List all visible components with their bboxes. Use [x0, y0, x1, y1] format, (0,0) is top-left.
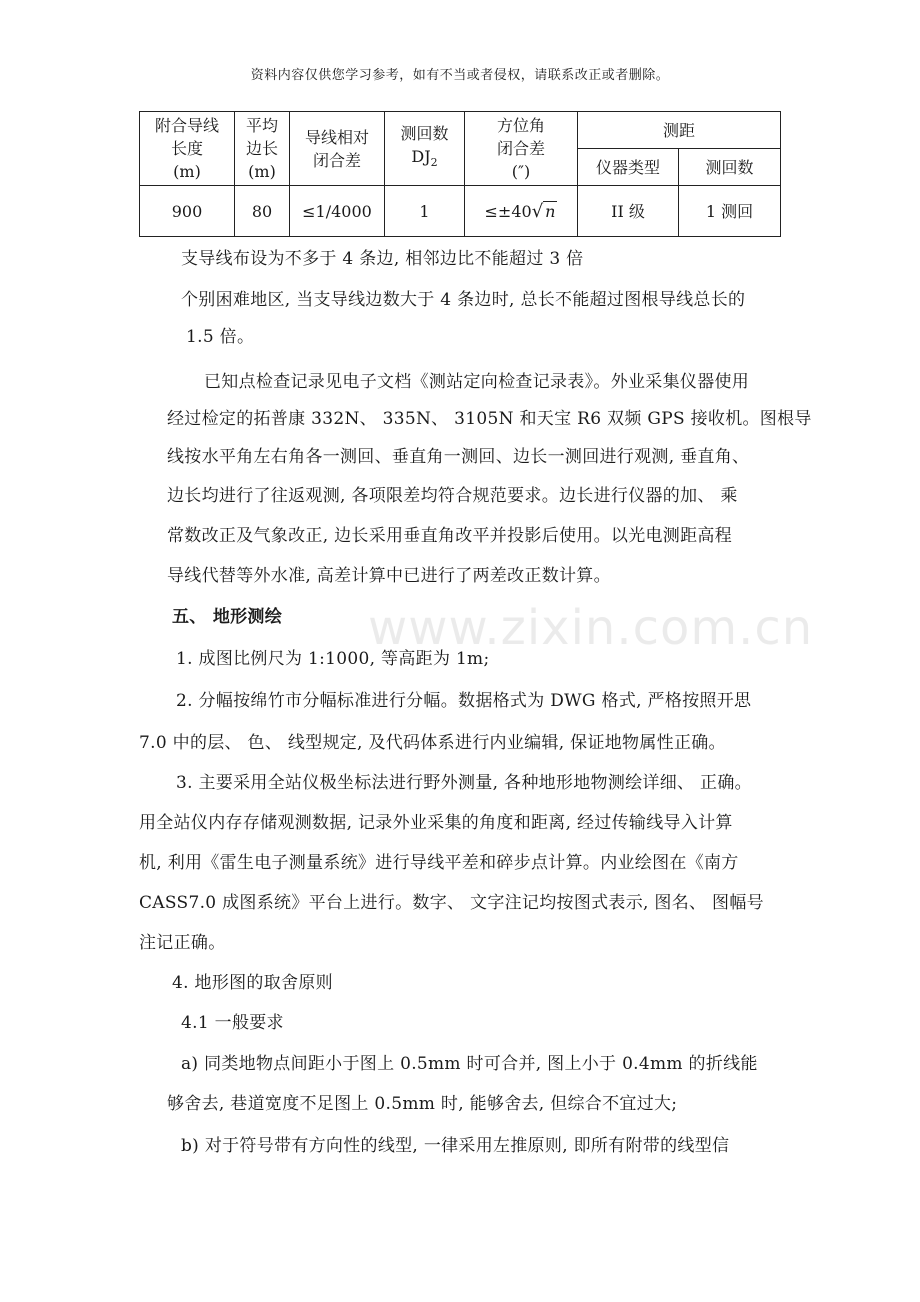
header-rounds-dj2: 测回数 $DJ_2$: [385, 112, 465, 186]
cell-instrument-type: II 级: [578, 186, 679, 237]
text-line: 7.0 中的层、 色、 线型规定, 及代码体系进行内业编辑, 保证地物属性正确。: [139, 733, 726, 753]
text-line: 够舍去, 巷道宽度不足图上 0.5mm 时, 能够舍去, 但综合不宜过大;: [167, 1094, 678, 1114]
watermark: www.zixin.com.cn: [368, 600, 814, 656]
text-line: 用全站仪内存存储观测数据, 记录外业采集的角度和距离, 经过传输线导入计算: [139, 813, 733, 833]
text-line: 支导线布设为不多于 4 条边, 相邻边比不能超过 3 倍: [181, 249, 584, 269]
cell-average-side: 80: [235, 186, 290, 237]
text-line: 已知点检查记录见电子文档《测站定向检查记录表》。外业采集仪器使用: [204, 372, 750, 392]
text-line: 注记正确。: [139, 933, 226, 953]
cell-length: 900: [140, 186, 235, 237]
text-line: 线按水平角左右角各一测回、垂直角一测回、边长一测回进行观测, 垂直角、: [167, 447, 750, 467]
header-relative-closure: 导线相对 闭合差: [290, 112, 385, 186]
text-line: 边长均进行了往返观测, 各项限差均符合规范要求。边长进行仪器的加、 乘: [167, 486, 738, 506]
header-average-side: 平均 边长 (m): [235, 112, 290, 186]
section-heading: 五、 地形测绘: [172, 607, 283, 627]
header-traverse-length: 附合导线 长度 (m): [140, 112, 235, 186]
text-line: 1.5 倍。: [186, 327, 255, 347]
text-line: 机, 利用《雷生电子测量系统》进行导线平差和碎步点计算。内业绘图在《南方: [139, 853, 739, 873]
text-line: 2. 分幅按绵竹市分幅标准进行分幅。数据格式为 DWG 格式, 严格按照开思: [176, 691, 752, 711]
traverse-spec-table: [139, 111, 781, 237]
cell-rounds: 1: [385, 186, 465, 237]
cell-relative-closure: ≤1/4000: [290, 186, 385, 237]
header-ranging: 测距: [578, 112, 781, 149]
cell-ranging-rounds: 1 测回: [679, 186, 781, 237]
text-line: CASS7.0 成图系统》平台上进行。数字、 文字注记均按图式表示, 图名、 图幅号: [139, 893, 764, 913]
sqrt-symbol: √ n: [531, 200, 556, 222]
header-ranging-rounds: 测回数: [679, 149, 781, 186]
header-instrument-type: 仪器类型: [578, 149, 679, 186]
disclaimer-header: 资料内容仅供您学习参考，如有不当或者侵权，请联系改正或者删除。: [250, 68, 670, 83]
text-line: 1. 成图比例尺为 1:1000, 等高距为 1m;: [176, 649, 490, 669]
subsection-heading: 4. 地形图的取舍原则: [172, 973, 333, 993]
header-azimuth-closure: 方位角 闭合差 (″): [465, 112, 578, 186]
text-line: 3. 主要采用全站仪极坐标法进行野外测量, 各种地形地物测绘详细、 正确。: [176, 773, 752, 793]
list-item: b) 对于符号带有方向性的线型, 一律采用左推原则, 即所有附带的线型信: [181, 1136, 730, 1156]
text-line: 常数改正及气象改正, 边长采用垂直角改平并投影后使用。以光电测距高程: [167, 526, 733, 546]
text-line: 导线代替等外水准, 高差计算中已进行了两差改正数计算。: [167, 566, 611, 586]
list-item: a) 同类地物点间距小于图上 0.5mm 时可合并, 图上小于 0.4mm 的折线能: [181, 1054, 758, 1074]
text-line: 经过检定的拓普康 332N、 335N、 3105N 和天宝 R6 双频 GPS 接收机。图根导: [167, 409, 812, 429]
subsection-heading: 4.1 一般要求: [181, 1013, 284, 1033]
text-line: 个别困难地区, 当支导线边数大于 4 条边时, 总长不能超过图根导线总长的: [181, 290, 746, 310]
cell-azimuth-closure: ≤±40√ n: [465, 186, 578, 237]
